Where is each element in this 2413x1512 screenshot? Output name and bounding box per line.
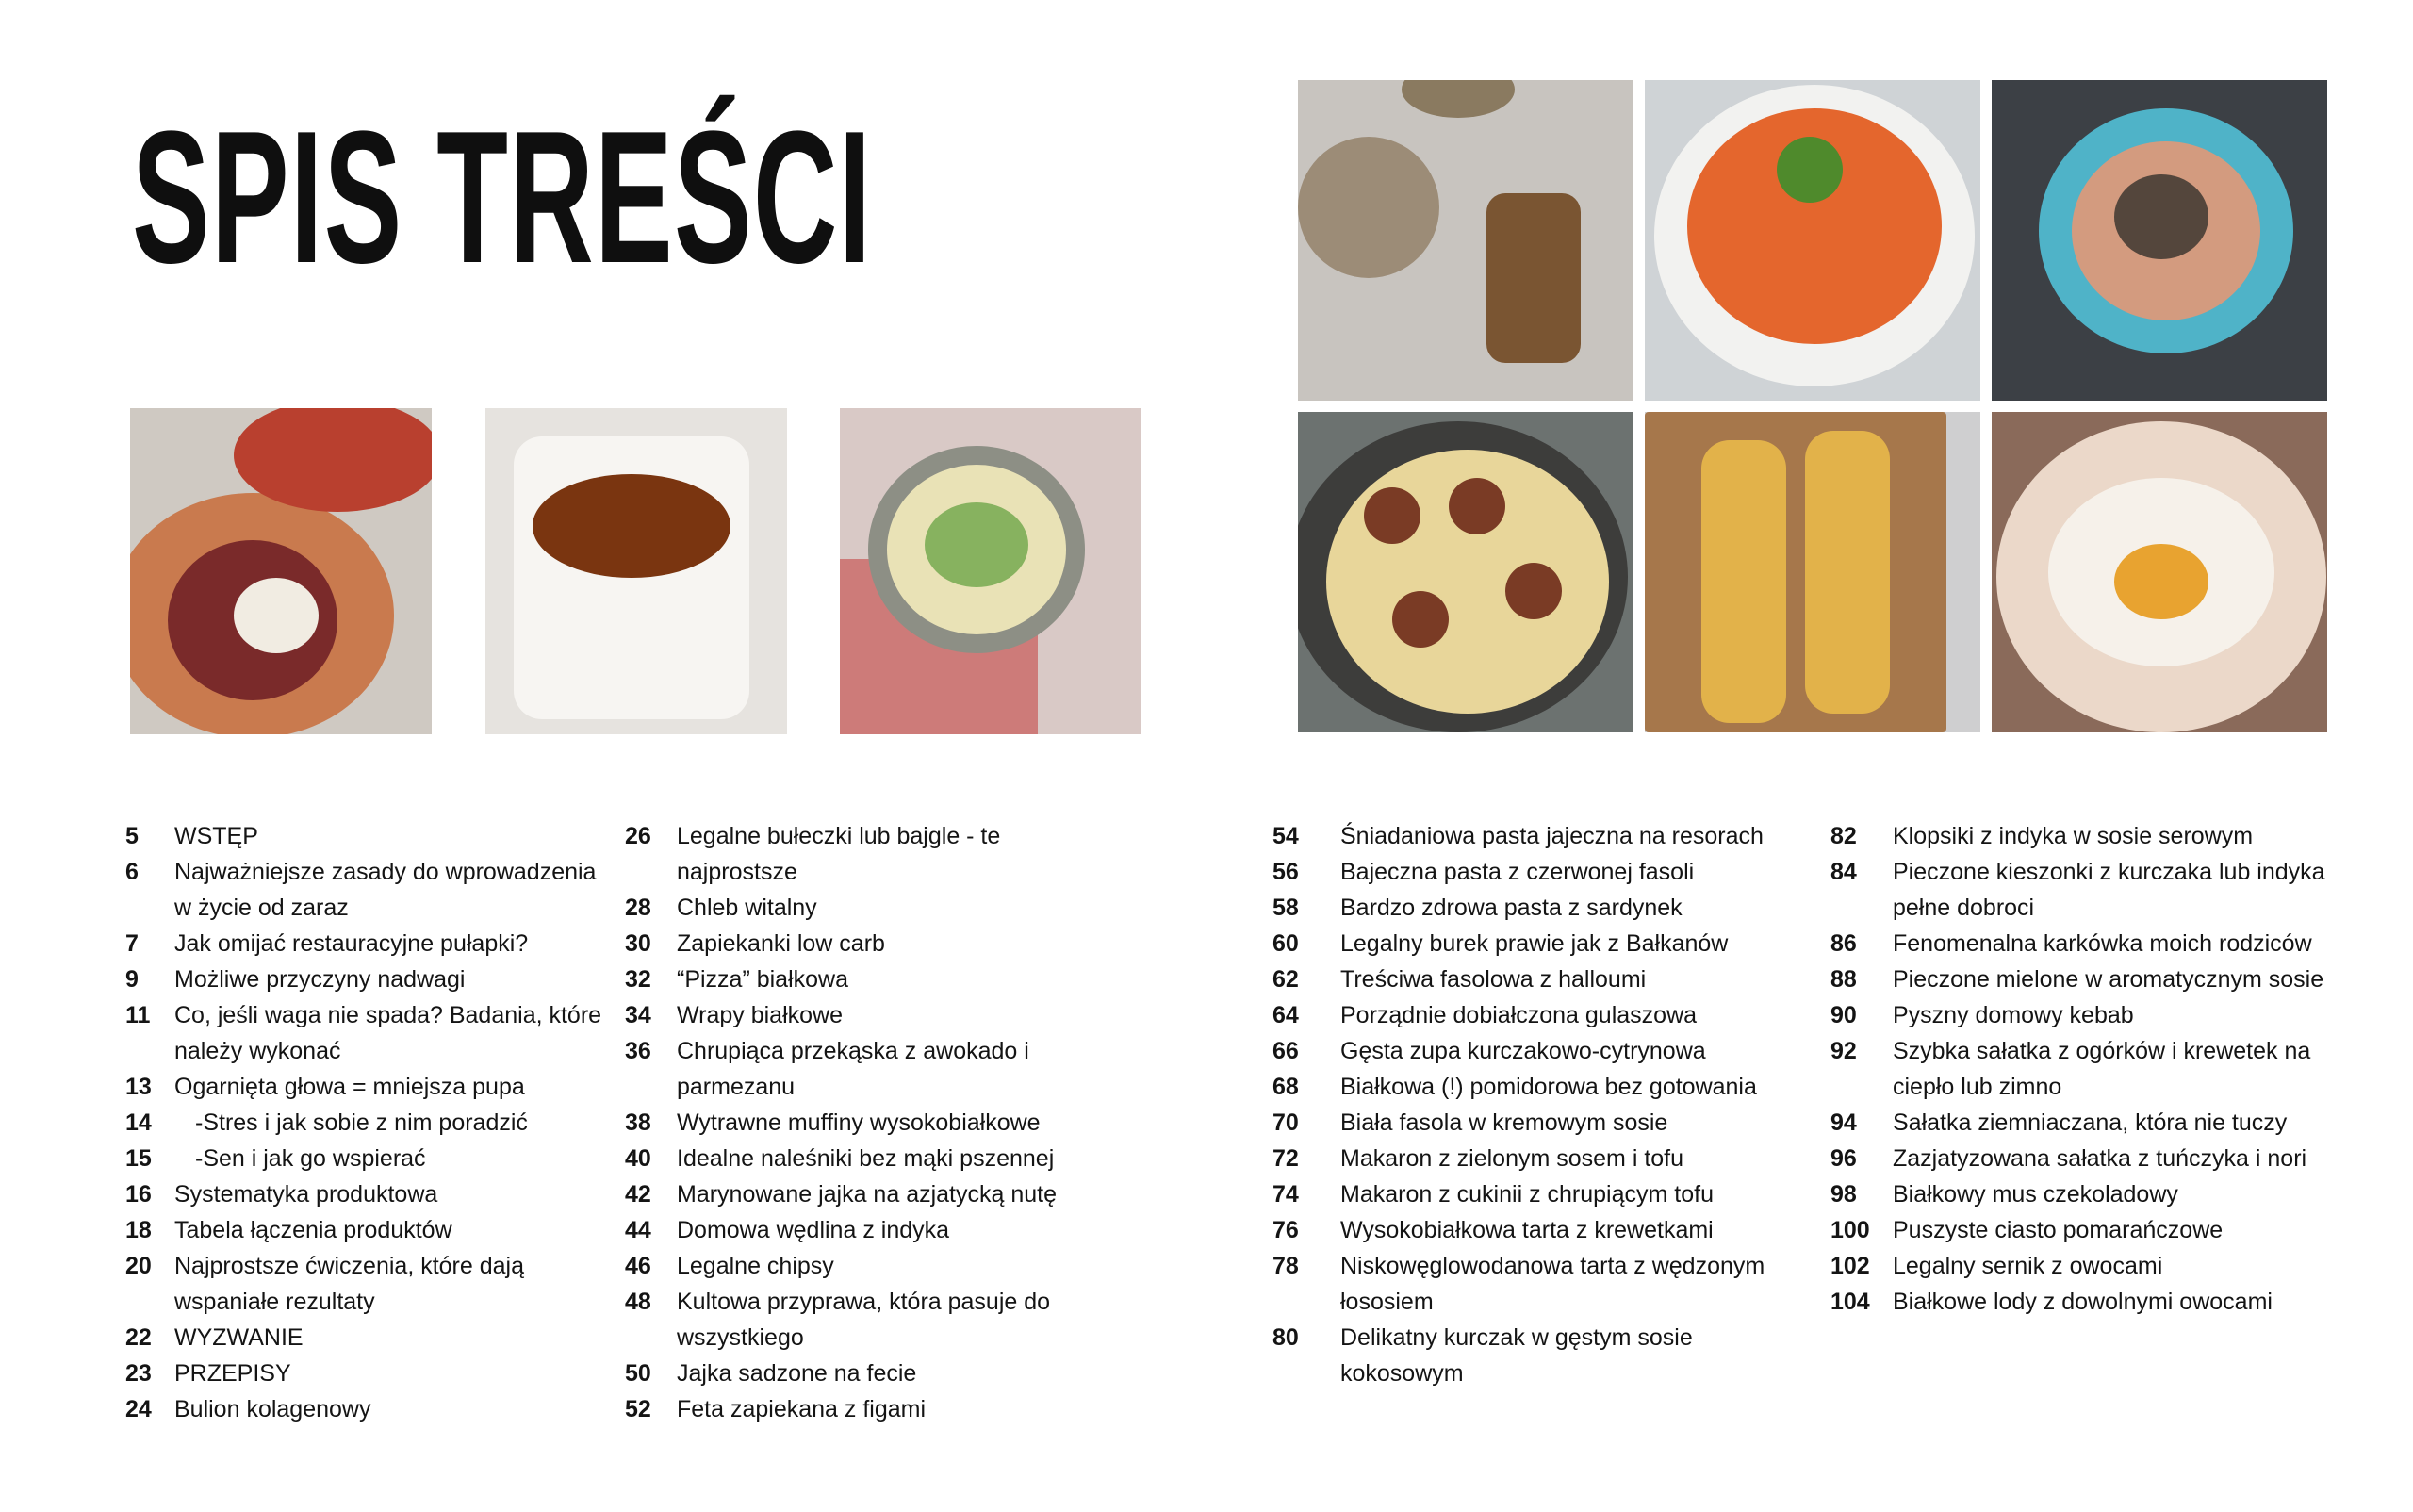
toc-entry-title: PRZEPISY — [174, 1360, 291, 1387]
toc-entry — [1272, 1033, 1800, 1069]
toc-entry — [1830, 818, 2358, 854]
toc-entry-title: Idealne naleśniki bez mąki pszennej — [677, 1145, 1055, 1172]
toc-entry-title: WYZWANIE — [174, 1324, 304, 1351]
toc-entry — [625, 1141, 1115, 1176]
photo-baked-feta-figs — [130, 408, 432, 734]
toc-entry-title: Porządnie dobiałczona gulaszowa — [1340, 1002, 1698, 1028]
toc-column-1 — [125, 818, 616, 1427]
toc-entry-title: Domowa wędlina z indyka — [677, 1217, 950, 1243]
toc-entry — [1830, 1033, 2358, 1105]
toc-entry-title: Bajeczna pasta z czerwonej fasoli — [1340, 859, 1695, 885]
toc-page-number: 11 — [125, 1002, 151, 1028]
toc-page-number: 28 — [625, 895, 651, 921]
toc-entry-title: Pyszny domowy kebab — [1893, 1002, 2134, 1028]
toc-entry — [625, 1033, 1115, 1105]
toc-entry — [625, 961, 1115, 997]
toc-page-number: 24 — [125, 1396, 152, 1422]
toc-entry-title: Bulion kolagenowy — [174, 1396, 371, 1422]
toc-entry — [625, 1105, 1115, 1141]
toc-entry-title: Jak omijać restauracyjne pułapki? — [174, 930, 529, 957]
toc-page-number: 9 — [125, 966, 139, 993]
toc-page-number: 5 — [125, 823, 139, 849]
toc-page-number: 64 — [1272, 1002, 1299, 1028]
photo-zapiekanki — [1645, 412, 1980, 732]
toc-entry — [1272, 1320, 1800, 1391]
toc-entry — [125, 926, 616, 961]
toc-page-number: 56 — [1272, 859, 1299, 885]
toc-entry-title: Białkowy mus czekoladowy — [1893, 1181, 2178, 1208]
toc-entry-title: Ogarnięta głowa = mniejsza pupa — [174, 1074, 525, 1100]
toc-entry-title: Chleb witalny — [677, 895, 817, 921]
toc-entry-title: Tabela łączenia produktów — [174, 1217, 452, 1243]
toc-entry — [1830, 926, 2358, 961]
toc-entry — [1272, 1212, 1800, 1248]
toc-entry-title: Pieczone kieszonki z kurczaka lub indyka pełne dobroci — [1893, 859, 2325, 921]
toc-page-number: 70 — [1272, 1109, 1299, 1136]
toc-page-number: 104 — [1830, 1289, 1870, 1315]
toc-entry — [125, 1356, 616, 1391]
toc-page-number: 13 — [125, 1074, 152, 1100]
toc-entry — [125, 1320, 616, 1356]
toc-entry — [625, 997, 1115, 1033]
toc-entry — [1272, 926, 1800, 961]
toc-entry-title: Pieczone mielone w aromatycznym sosie — [1893, 966, 2324, 993]
toc-page-number: 52 — [625, 1396, 651, 1422]
toc-entry-title: Legalny burek prawie jak z Bałkanów — [1340, 930, 1729, 957]
toc-page-number: 100 — [1830, 1217, 1870, 1243]
toc-column-2 — [625, 818, 1115, 1427]
toc-page-number: 40 — [625, 1145, 651, 1172]
toc-page-number: 80 — [1272, 1324, 1299, 1351]
toc-page-number: 102 — [1830, 1253, 1870, 1279]
toc-entry — [1272, 1069, 1800, 1105]
toc-page-number: 34 — [625, 1002, 651, 1028]
toc-page-number: 94 — [1830, 1109, 1857, 1136]
toc-entry — [1830, 1248, 2358, 1284]
toc-page-number: 6 — [125, 859, 139, 885]
toc-column-3 — [1272, 818, 1800, 1391]
toc-page-number: 16 — [125, 1181, 152, 1208]
toc-page-number: 76 — [1272, 1217, 1299, 1243]
photo-tomato-soup — [1645, 80, 1980, 401]
toc-entry — [125, 818, 616, 854]
toc-entry-title: Klopsiki z indyka w sosie serowym — [1893, 823, 2254, 849]
toc-entry — [625, 1248, 1115, 1284]
toc-page-number: 50 — [625, 1360, 651, 1387]
toc-entry — [1272, 961, 1800, 997]
toc-page-number: 74 — [1272, 1181, 1299, 1208]
toc-entry — [1272, 854, 1800, 890]
toc-entry — [125, 1141, 616, 1176]
toc-entry-title: Bardzo zdrowa pasta z sardynek — [1340, 895, 1683, 921]
toc-page-number: 60 — [1272, 930, 1299, 957]
page-title: SPIS TREŚCI — [132, 92, 873, 303]
toc-page-number: 46 — [625, 1253, 651, 1279]
toc-page-number: 58 — [1272, 895, 1299, 921]
toc-entry — [1830, 854, 2358, 926]
toc-entry-title: Szybka sałatka z ogórków i krewetek na ciepło lub zimno — [1893, 1038, 2311, 1100]
toc-entry-title: Niskowęglowodanowa tarta z wędzonym łososiem — [1340, 1253, 1765, 1315]
toc-entry-title: Jajka sadzone na fecie — [677, 1360, 917, 1387]
photo-meatballs — [1298, 412, 1633, 732]
toc-entry-title: Treściwa fasolowa z halloumi — [1340, 966, 1647, 993]
toc-entry-title: Puszyste ciasto pomarańczowe — [1893, 1217, 2224, 1243]
toc-entry — [625, 1176, 1115, 1212]
photo-egg-spread — [840, 408, 1141, 734]
toc-page-number: 96 — [1830, 1145, 1857, 1172]
toc-entry-title: Możliwe przyczyny nadwagi — [174, 966, 466, 993]
toc-page-number: 62 — [1272, 966, 1299, 993]
toc-entry-title: Wysokobiałkowa tarta z krewetkami — [1340, 1217, 1714, 1243]
toc-entry-title: Legalny sernik z owocami — [1893, 1253, 2163, 1279]
toc-entry-title: Najprostsze ćwiczenia, które dają wspaniałe rezultaty — [174, 1253, 524, 1315]
toc-page-number: 98 — [1830, 1181, 1857, 1208]
toc-entry-title: Delikatny kurczak w gęstym sosie kokosowym — [1340, 1324, 1693, 1387]
toc-entry-title: Zapiekanki low carb — [677, 930, 885, 957]
toc-page-number: 72 — [1272, 1145, 1299, 1172]
toc-entry-title: Gęsta zupa kurczakowo-cytrynowa — [1340, 1038, 1706, 1064]
toc-entry — [1272, 997, 1800, 1033]
toc-page-number: 54 — [1272, 823, 1299, 849]
toc-entry — [125, 1248, 616, 1320]
toc-entry — [1272, 890, 1800, 926]
toc-page-number: 15 — [125, 1145, 152, 1172]
toc-entry-title: Marynowane jajka na azjatycką nutę — [677, 1181, 1058, 1208]
toc-entry — [1830, 1105, 2358, 1141]
toc-entry-title: -Stres i jak sobie z nim poradzić — [195, 1109, 528, 1136]
photo-tuna-salad — [1992, 80, 2327, 401]
toc-page-number: 38 — [625, 1109, 651, 1136]
toc-entry-title: Chrupiąca przekąska z awokado i parmezanu — [677, 1038, 1029, 1100]
toc-entry — [1830, 1212, 2358, 1248]
toc-entry-title: Fenomenalna karkówka moich rodziców — [1893, 930, 2312, 957]
toc-entry — [1272, 1176, 1800, 1212]
toc-entry-title: Makaron z zielonym sosem i tofu — [1340, 1145, 1684, 1172]
toc-entry — [1830, 1284, 2358, 1320]
toc-entry-title: Najważniejsze zasady do wprowadzenia w życie od zaraz — [174, 859, 597, 921]
toc-entry-title: Systematyka produktowa — [174, 1181, 438, 1208]
toc-entry — [1830, 1141, 2358, 1176]
photo-spice-mix — [1298, 80, 1633, 401]
toc-entry-title: Legalne bułeczki lub bajgle - te najprostsze — [677, 823, 1001, 885]
toc-entry-title: Zazjatyzowana sałatka z tuńczyka i nori — [1893, 1145, 2307, 1172]
toc-page-number: 32 — [625, 966, 651, 993]
toc-entry — [625, 890, 1115, 926]
toc-page-number: 82 — [1830, 823, 1857, 849]
toc-entry-title: Makaron z cukinii z chrupiącym tofu — [1340, 1181, 1714, 1208]
toc-entry-title: Wytrawne muffiny wysokobiałkowe — [677, 1109, 1041, 1136]
toc-entry-title: Śniadaniowa pasta jajeczna na resorach — [1340, 823, 1764, 849]
toc-page-number: 7 — [125, 930, 139, 957]
toc-column-4 — [1830, 818, 2358, 1320]
toc-entry — [625, 1284, 1115, 1356]
toc-entry — [625, 1356, 1115, 1391]
toc-entry — [625, 1212, 1115, 1248]
toc-page-number: 90 — [1830, 1002, 1857, 1028]
toc-entry — [1272, 1141, 1800, 1176]
toc-page-number: 20 — [125, 1253, 152, 1279]
toc-page-number: 92 — [1830, 1038, 1857, 1064]
toc-entry — [125, 997, 616, 1069]
toc-entry — [625, 818, 1115, 890]
toc-page-number: 14 — [125, 1109, 152, 1136]
toc-entry — [125, 1391, 616, 1427]
toc-entry-title: Białkowe lody z dowolnymi owocami — [1893, 1289, 2273, 1315]
toc-page-number: 88 — [1830, 966, 1857, 993]
toc-entry-title: Wrapy białkowe — [677, 1002, 844, 1028]
toc-page-number: 44 — [625, 1217, 651, 1243]
toc-entry-title: Kultowa przyprawa, która pasuje do wszystkiego — [677, 1289, 1051, 1351]
toc-entry — [125, 1105, 616, 1141]
toc-entry — [1830, 961, 2358, 997]
toc-page-number: 68 — [1272, 1074, 1299, 1100]
toc-page-number: 86 — [1830, 930, 1857, 957]
toc-entry — [1272, 1105, 1800, 1141]
toc-entry — [125, 1069, 616, 1105]
toc-page-number: 42 — [625, 1181, 651, 1208]
photo-eggs-on-feta — [1992, 412, 2327, 732]
toc-page-number: 78 — [1272, 1253, 1299, 1279]
toc-page-number: 22 — [125, 1324, 152, 1351]
toc-entry-title: Sałatka ziemniaczana, która nie tuczy — [1893, 1109, 2288, 1136]
toc-entry-title: Feta zapiekana z figami — [677, 1396, 927, 1422]
toc-entry — [125, 854, 616, 926]
toc-entry — [1272, 1248, 1800, 1320]
photo-collagen-broth — [485, 408, 787, 734]
toc-page-number: 26 — [625, 823, 651, 849]
toc-entry — [125, 1176, 616, 1212]
toc-entry-title: Co, jeśli waga nie spada? Badania, które należy wykonać — [174, 1002, 602, 1064]
toc-page-number: 23 — [125, 1360, 152, 1387]
toc-page-number: 66 — [1272, 1038, 1299, 1064]
toc-page-number: 18 — [125, 1217, 152, 1243]
toc-entry-title: “Pizza” białkowa — [677, 966, 849, 993]
toc-entry — [1272, 818, 1800, 854]
toc-entry — [625, 1391, 1115, 1427]
toc-page-number: 30 — [625, 930, 651, 957]
toc-entry-title: Białkowa (!) pomidorowa bez gotowania — [1340, 1074, 1757, 1100]
toc-entry-title: WSTĘP — [174, 823, 258, 849]
toc-entry-title: -Sen i jak go wspierać — [195, 1145, 426, 1172]
toc-entry — [1830, 997, 2358, 1033]
toc-entry — [1830, 1176, 2358, 1212]
toc-entry-title: Biała fasola w kremowym sosie — [1340, 1109, 1668, 1136]
toc-page-number: 48 — [625, 1289, 651, 1315]
toc-entry-title: Legalne chipsy — [677, 1253, 834, 1279]
toc-entry — [125, 1212, 616, 1248]
toc-page-number: 36 — [625, 1038, 651, 1064]
toc-entry — [125, 961, 616, 997]
toc-page-number: 84 — [1830, 859, 1857, 885]
toc-entry — [625, 926, 1115, 961]
